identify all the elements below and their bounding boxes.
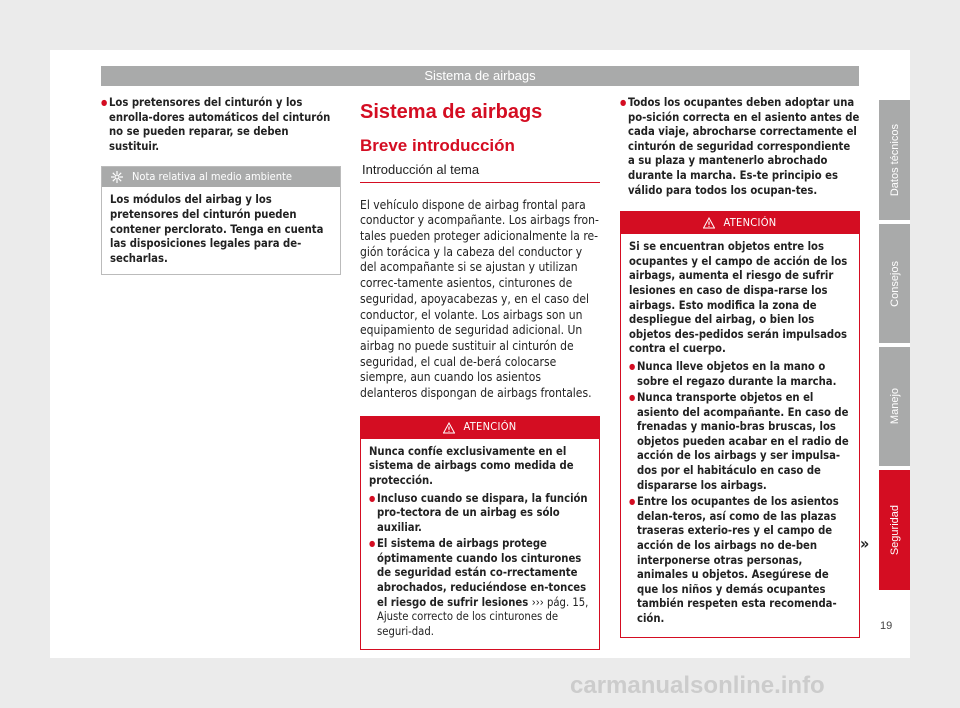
warning-body	[621, 234, 859, 636]
column-left	[101, 96, 341, 275]
tab-label: Datos técnicos	[888, 123, 901, 197]
warning-title: ATENCIÓN	[723, 215, 777, 229]
tab-label: Seguridad	[888, 504, 901, 556]
continue-arrow: »	[860, 534, 870, 553]
warning-body	[361, 439, 599, 650]
environment-note-title: Nota relativa al medio ambiente	[132, 170, 292, 184]
section-subtitle: Breve introducción	[360, 136, 515, 155]
page-title: Sistema de airbags	[360, 101, 543, 123]
warning-header	[361, 417, 599, 439]
tab-datos-tecnicos[interactable]	[879, 100, 910, 220]
bullet-list	[620, 96, 860, 198]
environment-icon	[110, 170, 124, 184]
warning-triangle-icon	[703, 217, 715, 229]
warning-box	[620, 211, 860, 637]
list-item: ● Nunca transporte objetos en el asiento del acompañante. En caso de frenadas y manio-bras bruscas, los objetos pueden acabar en el radio de acción de los airbags y ser impulsa-dos por el habitáculo en caso de dispararse los airbags.	[629, 391, 851, 493]
tab-label: Consejos	[888, 260, 901, 307]
column-middle	[360, 96, 600, 650]
tab-label: Manejo	[888, 388, 901, 425]
list-item: ● Nunca lleve objetos en la mano o sobre el regazo durante la marcha.	[629, 360, 851, 389]
tab-manejo[interactable]	[879, 347, 910, 466]
list-item-text: El sistema de airbags protege óptimamente cuando los cinturones de seguridad están co-rrectamente abrochados, reduciéndose en-tonces el riesgo de sufrir lesiones	[377, 537, 587, 609]
environment-note	[101, 166, 341, 275]
intro-paragraph: El vehículo dispone de airbag frontal para conductor y acompañante. Los airbags fron-tales pueden proteger adicionalmente la re-gión torácica y la cabeza del conductor y del acompañante si se ajustan y utilizan correc-tamente asientos, cinturones de seguridad, apoyacabezas y, en el caso del conductor, el volante. Los airbags son un equipamiento de seguridad adicional. Un airbag no puede sustituir al cinturón de seguridad, el cual de-berá colocarse siempre, aun cuando los asientos delanteros dispongan de airbags frontales.	[360, 197, 599, 401]
tab-seguridad[interactable]	[879, 470, 910, 590]
section-header: Sistema de airbags	[101, 66, 859, 86]
list-item: ● Incluso cuando se dispara, la función pro-tectora de un airbag es sólo auxiliar.	[369, 492, 591, 536]
list-item: ● Todos los ocupantes deben adoptar una po-sición correcta en el asiento antes de cada viaje, abrocharse correctamente el cinturón de seguridad correspondiente a su plaza y mantenerlo abrochado durante la marcha. Es-te principio es válido para todos los ocupan-tes.	[620, 96, 860, 198]
bullet-list	[101, 96, 341, 154]
list-item: ● Los pretensores del cinturón y los enrolla-dores automáticos del cinturón no se pueden reparar, se deben sustituir.	[101, 96, 341, 154]
warning-title: ATENCIÓN	[463, 420, 517, 434]
warning-triangle-icon	[443, 422, 455, 434]
list-item: ● Entre los ocupantes de los asientos delan-teros, así como de las plazas traseras exterio-res y el campo de acción de los airbags no de-ben interponerse otras personas, animales u objetos. Asegúrese de que los niños y demás ocupantes también respeten esta recomenda-ción.	[629, 495, 851, 626]
environment-note-header	[102, 167, 340, 187]
list-item	[369, 537, 591, 639]
warning-intro: Nunca confíe exclusivamente en el sistema de airbags como medida de protección.	[369, 444, 574, 487]
tab-consejos[interactable]	[879, 224, 910, 343]
warning-header	[621, 212, 859, 234]
column-right	[620, 96, 860, 638]
warning-box	[360, 416, 600, 651]
watermark: carmanualsonline.info	[570, 672, 825, 699]
intro-heading: Introducción al tema	[360, 163, 600, 183]
warning-intro: Si se encuentran objetos entre los ocupantes y el campo de acción de los airbags, aumenta el riesgo de sufrir lesiones en caso de dispa-rarse los airbags. Esto modifica la zona de despliegue del airbag, o bien los objetos des-pedidos serán impulsados contra el cuerpo.	[629, 240, 848, 356]
page-reference-link[interactable]: ››› pág. 15, Ajuste correcto de los cinturones de seguri-dad.	[377, 595, 589, 638]
warning-bullets	[629, 360, 851, 627]
page-number: 19	[880, 620, 893, 632]
environment-note-text: Los módulos del airbag y los pretensores del cinturón pueden contener perclorato. Tenga en cuenta las disposiciones legales para de-secharlas.	[110, 193, 324, 265]
warning-bullets	[369, 492, 591, 640]
